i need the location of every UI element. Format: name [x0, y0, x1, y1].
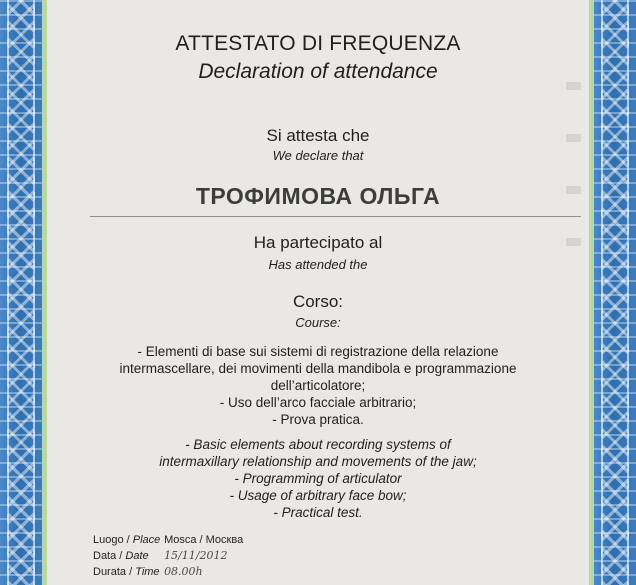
participant-name: ТРОФИМОВА ОЛЬГА [195, 183, 441, 209]
certificate-footer [93, 533, 243, 580]
date-label: Data / Date [93, 550, 149, 562]
certificate-title: ATTESTATO DI FREQUENZA [175, 32, 461, 55]
course-line-it: dell’articolatore; [270, 378, 366, 393]
attestation-en: We declare that [272, 148, 364, 163]
course-line-it: - Elementi di base sui sistemi di registrazione della relazione [137, 344, 499, 359]
date-row [93, 548, 243, 564]
date-value: 15/11/2012 [164, 549, 228, 562]
course-line-en: - Practical test. [273, 505, 363, 520]
decorative-accent-left [42, 0, 47, 585]
course-line-it: intermascellare, dei movimenti della mandibola e programmazione [119, 361, 517, 376]
decorative-border-right [594, 0, 636, 585]
duration-row [93, 564, 243, 580]
course-line-en: - Programming of articulator [234, 471, 402, 486]
duration-label: Durata / Time [93, 566, 160, 578]
course-label-en: Course: [295, 315, 341, 330]
course-description-it [55, 343, 581, 428]
place-row [93, 533, 243, 548]
course-line-en: - Basic elements about recording systems of [185, 437, 451, 452]
course-line-en: intermaxillary relationship and movements of the jaw; [159, 454, 477, 469]
course-line-it: - Prova pratica. [272, 412, 364, 427]
decorative-accent-right [589, 0, 594, 585]
attestation-it: Si attesta che [266, 126, 370, 145]
certificate-subtitle: Declaration of attendance [198, 60, 438, 83]
course-label-it: Corso: [292, 292, 344, 311]
decorative-border-left [0, 0, 42, 585]
duration-value: 08.00h [164, 565, 203, 578]
name-underline [90, 216, 581, 217]
course-line-en: - Usage of arbitrary face bow; [229, 488, 407, 503]
attendance-it: Ha partecipato al [253, 233, 383, 252]
certificate-content [55, 0, 581, 585]
place-value: Mosca / Москва [164, 534, 244, 546]
course-description-en [55, 436, 581, 521]
attendance-en: Has attended the [268, 257, 368, 272]
course-line-it: - Uso dell’arco facciale arbitrario; [219, 395, 417, 410]
place-label: Luogo / Place [93, 534, 161, 546]
